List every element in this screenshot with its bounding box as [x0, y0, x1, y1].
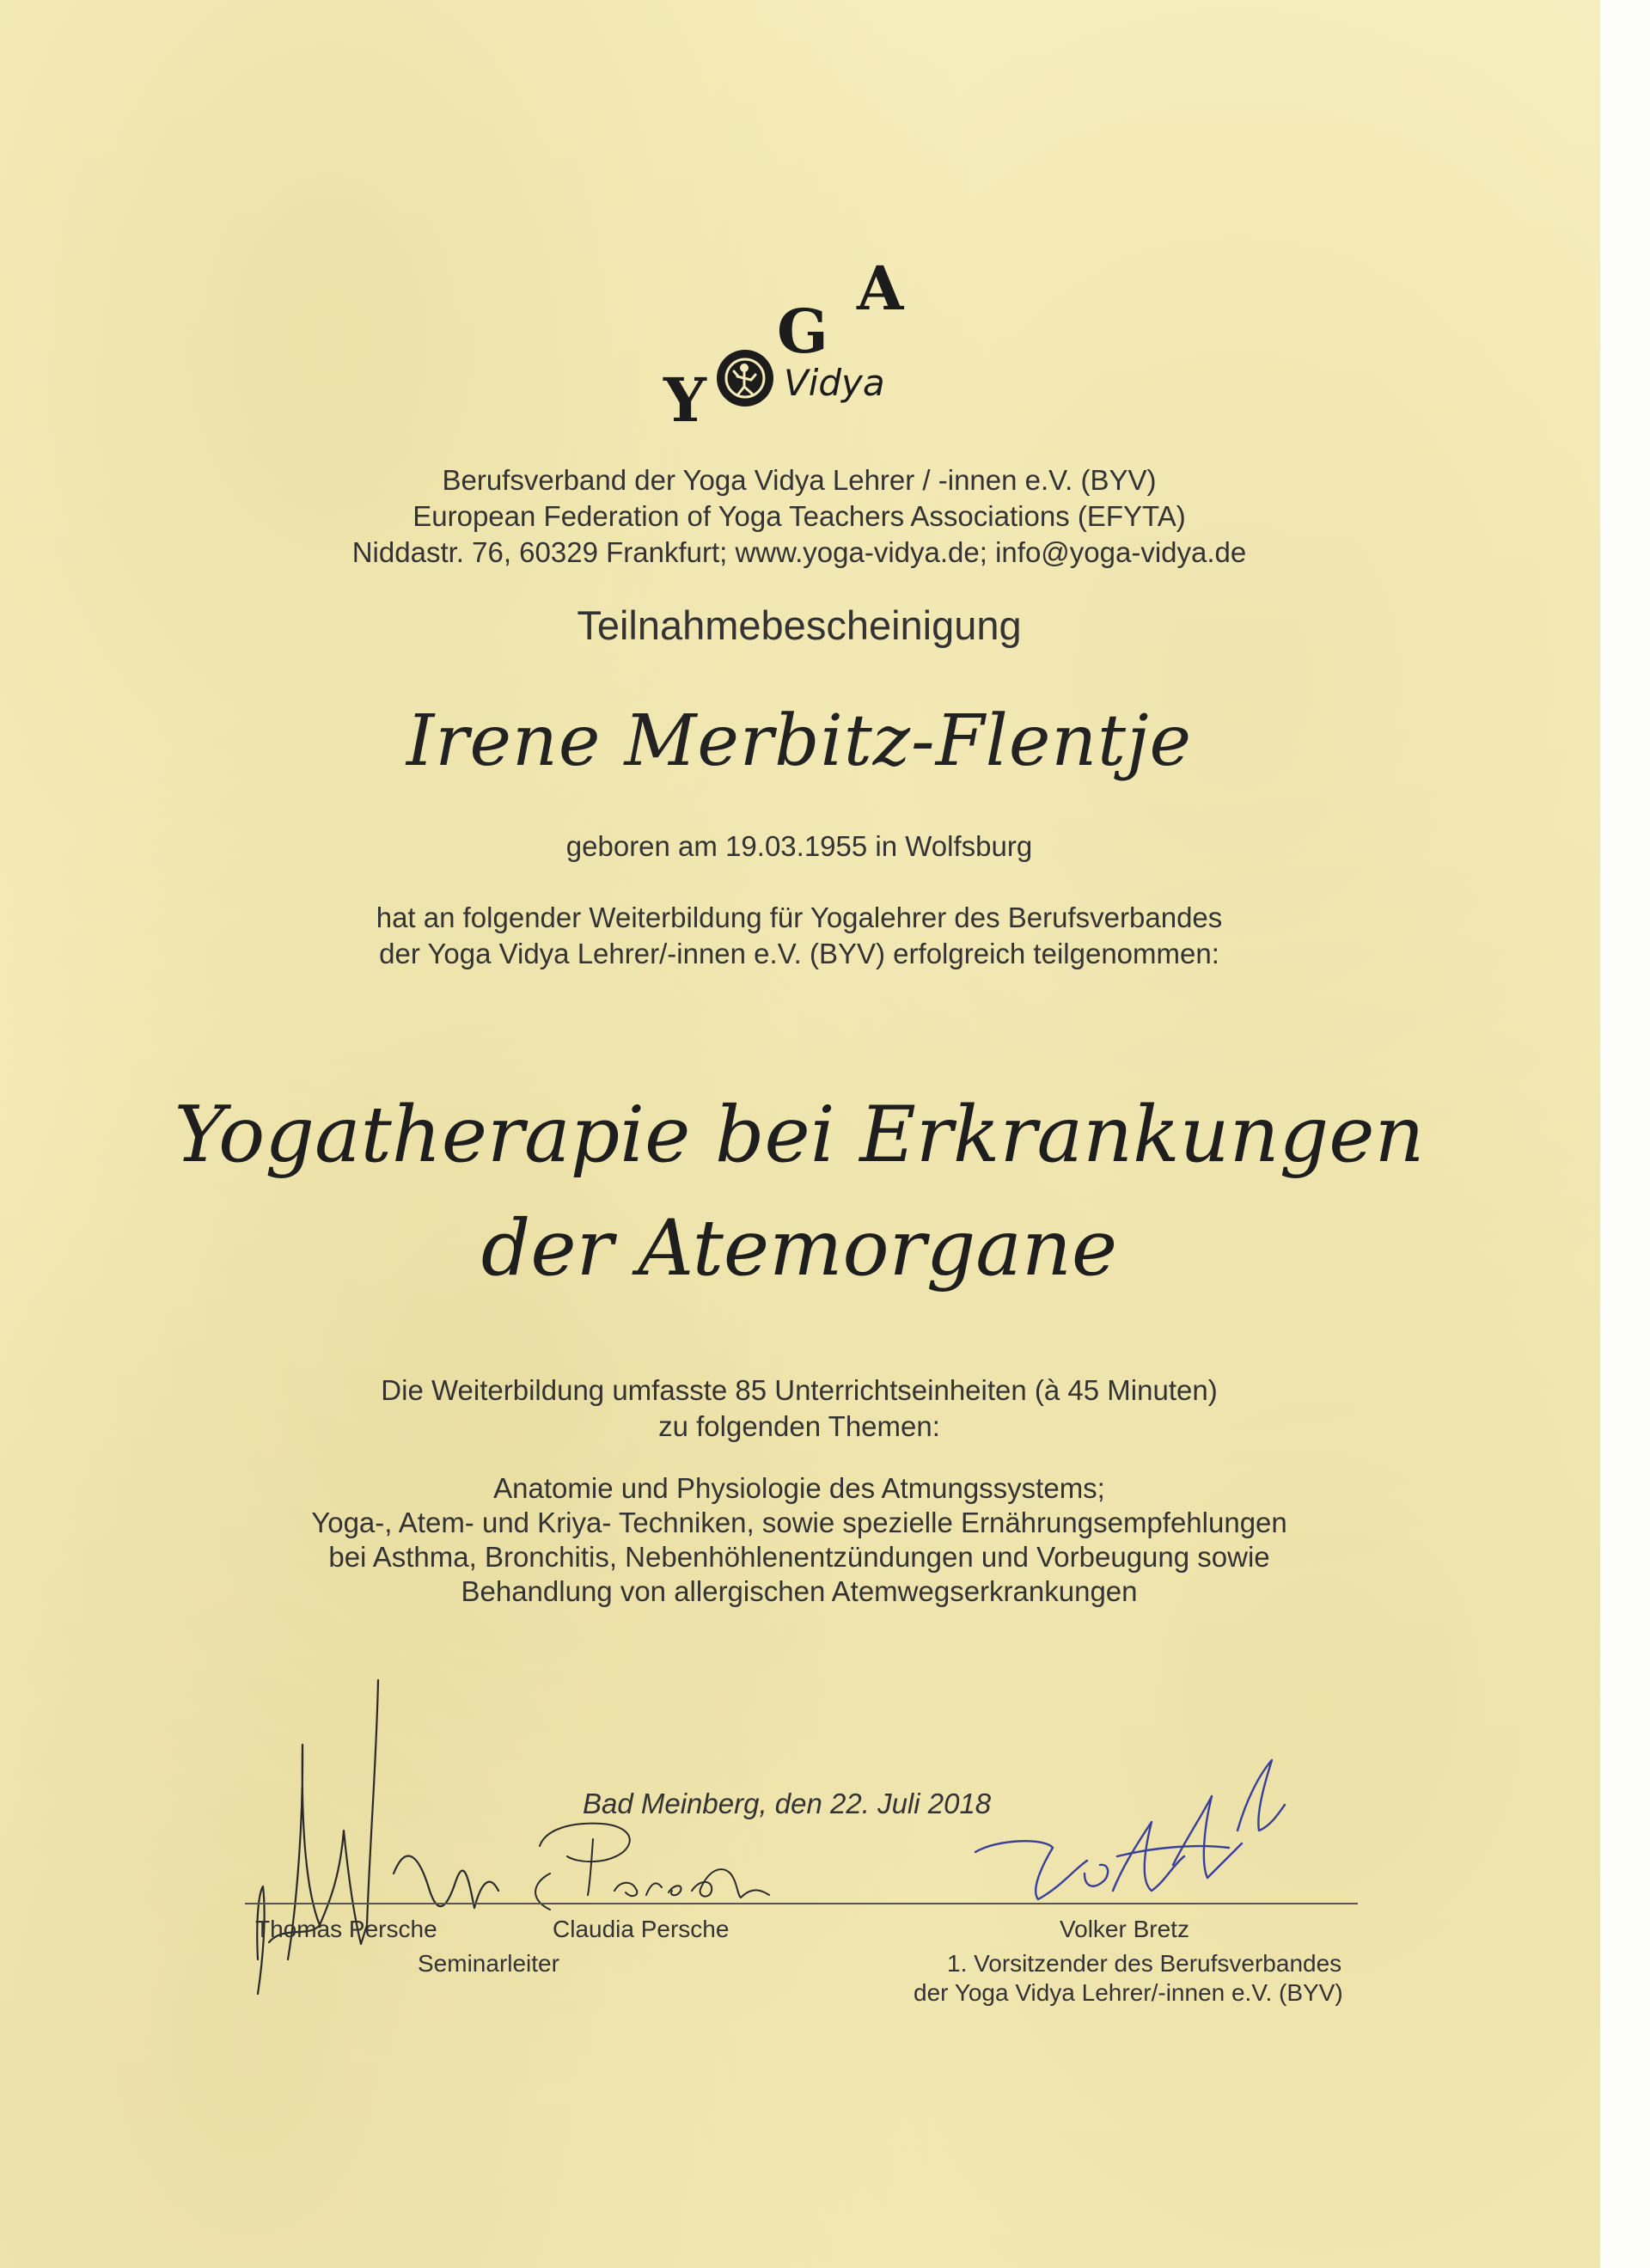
yoga-vidya-logo — [655, 258, 938, 430]
place-date: Bad Meinberg, den 22. Juli 2018 — [583, 1788, 992, 1819]
intro-line: der Yoga Vidya Lehrer/-innen e.V. (BYV) erfolgreich teilgenommen: — [379, 938, 1219, 969]
course-scope — [0, 1372, 1598, 1445]
signatory-2-name: Claudia Persche — [553, 1916, 730, 1942]
svg-text:Y: Y — [663, 364, 706, 430]
course-title-line: Yogatherapie bei Erkrankungen — [174, 1090, 1425, 1180]
topic-line: Anatomie und Physiologie des Atmungssystems; — [493, 1472, 1105, 1504]
signature-claudia-persche — [535, 1824, 769, 1910]
svg-text:G: G — [777, 296, 828, 367]
signatory-3-name: Volker Bretz — [1060, 1916, 1189, 1942]
topics-list — [0, 1471, 1598, 1609]
topic-line: bei Asthma, Bronchitis, Nebenhöhlenentzündungen und Vorbeugung sowie — [328, 1541, 1270, 1573]
scan-margin — [1600, 0, 1650, 2268]
participant-birth: geboren am 19.03.1955 in Wolfsburg — [565, 830, 1033, 862]
signatory-1-name: Thomas Persche — [255, 1916, 437, 1942]
svg-text:Vidya: Vidya — [784, 362, 885, 404]
topic-line: Yoga-, Atem- und Kriya- Techniken, sowie spezielle Ernährungsempfehlungen — [311, 1507, 1287, 1538]
signature-line — [245, 1903, 1358, 1904]
signatory-role: Seminarleiter — [418, 1950, 559, 1977]
dancing-shiva-icon — [717, 350, 773, 407]
signatory-3-role: der Yoga Vidya Lehrer/-innen e.V. (BYV) — [914, 1979, 1343, 2006]
organization-name: Berufsverband der Yoga Vidya Lehrer / -innen e.V. (BYV) — [442, 464, 1157, 496]
svg-text:A: A — [857, 258, 904, 324]
signature-volker-bretz — [975, 1760, 1285, 1899]
organization-header — [0, 462, 1598, 571]
federation-name: European Federation of Yoga Teachers Associations (EFYTA) — [412, 500, 1186, 532]
intro-text — [0, 900, 1598, 972]
course-title — [0, 1079, 1598, 1305]
scope-line: zu folgenden Themen: — [658, 1410, 940, 1442]
certificate-title: Teilnahmebescheinigung — [577, 602, 1022, 648]
organization-address: Niddastr. 76, 60329 Frankfurt; www.yoga-vidya.de; info@yoga-vidya.de — [351, 536, 1247, 568]
signature-thomas-persche — [257, 1680, 498, 1994]
scope-line: Die Weiterbildung umfasste 85 Unterrichtseinheiten (à 45 Minuten) — [381, 1374, 1218, 1406]
participant-name: Irene Merbitz-Flentje — [406, 700, 1193, 782]
intro-line: hat an folgender Weiterbildung für Yogalehrer des Berufsverbandes — [376, 902, 1223, 933]
topic-line: Behandlung von allergischen Atemwegserkrankungen — [461, 1575, 1138, 1607]
signatory-3-role: 1. Vorsitzender des Berufsverbandes — [947, 1950, 1342, 1977]
course-title-line: der Atemorgane — [480, 1203, 1118, 1293]
